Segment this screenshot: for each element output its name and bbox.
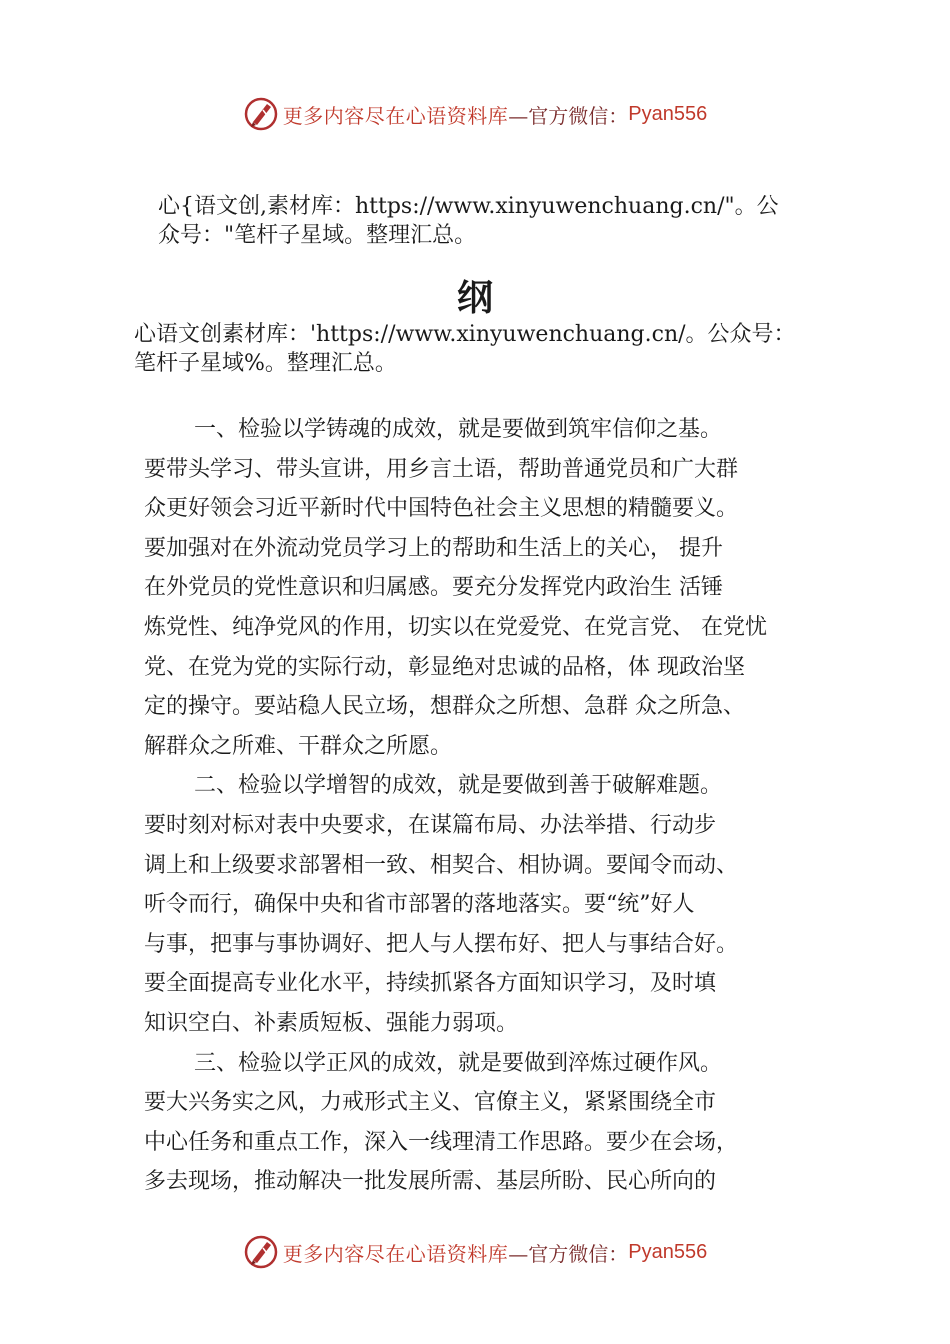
section-heading-3: 三、检验以学正风的成效，就是要做到淬炼过硬作风。 <box>194 1050 723 1076</box>
body-line: 解群众之所难、干群众之所愿。 <box>144 733 453 759</box>
body-line: 听令而行，确保中央和省市部署的落地落实。要“统”好人 <box>144 892 695 918</box>
banner-text: 更多内容尽在心语资料库 <box>282 103 509 128</box>
banner-text: 更多内容尽在心语资料库 <box>282 1241 509 1266</box>
banner-separator: —官方微信： <box>508 1241 629 1266</box>
source-note-2-line2: 笔杆子星域%。整理汇总。 <box>134 351 397 376</box>
body-line: 众更好领会习近平新时代中国特色社会主义思想的精髓要义。 <box>144 496 739 522</box>
body-line: 调上和上级要求部署相一致、相契合、相协调。要闻令而动、 <box>144 852 739 878</box>
pen-logo-icon <box>243 96 279 132</box>
body-line: 炼党性、纯净党风的作用，切实以在党爱党、在党言党、 在党忧 <box>144 614 767 640</box>
body-line: 要大兴务实之风，力戒形式主义、官僚主义，紧紧围绕全市 <box>144 1090 717 1116</box>
body-line: 要全面提高专业化水平，持续抓紧各方面知识学习，及时填 <box>144 971 717 997</box>
banner-separator: —官方微信： <box>508 103 629 128</box>
footer-banner <box>0 1230 950 1274</box>
pen-logo-icon <box>243 1234 279 1270</box>
body-line: 要加强对在外流动党员学习上的帮助和生活上的关心， 提升 <box>144 535 723 561</box>
body-line: 与事，把事与事协调好、把人与人摆布好、把人与事结合好。 <box>144 931 739 957</box>
source-note-1-line1: 心{语文创,素材库：https://www.xinyuwenchuang.cn/"。公 <box>158 194 779 219</box>
header-banner <box>0 92 950 136</box>
body-line: 中心任务和重点工作，深入一线理清工作思路。要少在会场， <box>144 1129 739 1155</box>
body-line: 在外党员的党性意识和归属感。要充分发挥党内政治生 活锤 <box>144 575 723 601</box>
body-line: 多去现场，推动解决一批发展所需、基层所盼、民心所向的 <box>144 1169 717 1195</box>
banner-wechat-id: Pyan556 <box>628 1240 708 1263</box>
section-heading-1: 一、检验以学铸魂的成效，就是要做到筑牢信仰之基。 <box>194 417 723 442</box>
body-line: 要时刻对标对表中央要求，在谋篇布局、办法举措、行动步 <box>144 812 717 838</box>
document-title: 纲 <box>456 278 493 319</box>
document-body <box>144 410 884 1202</box>
source-note-1-line2: 众号："笔杆子星域。整理汇总。 <box>158 223 477 248</box>
source-note-1 <box>158 192 858 250</box>
section-heading-2: 二、检验以学增智的成效，就是要做到善于破解难题。 <box>194 773 723 799</box>
source-note-2-line1: 心语文创素材库：'https://www.xinyuwenchuang.cn/。公众号： <box>134 322 796 347</box>
body-line: 知识空白、补素质短板、强能力弱项。 <box>144 1010 519 1036</box>
source-note-2 <box>134 320 874 378</box>
body-line: 党、在党为党的实际行动，彰显绝对忠诚的品格，体 现政治坚 <box>144 654 745 680</box>
body-line: 要带头学习、带头宣讲，用乡言土语，帮助普通党员和广大群 <box>144 456 739 482</box>
body-line: 定的操守。要站稳人民立场，想群众之所想、急群 众之所急、 <box>144 694 745 720</box>
banner-wechat-id: Pyan556 <box>628 102 708 125</box>
